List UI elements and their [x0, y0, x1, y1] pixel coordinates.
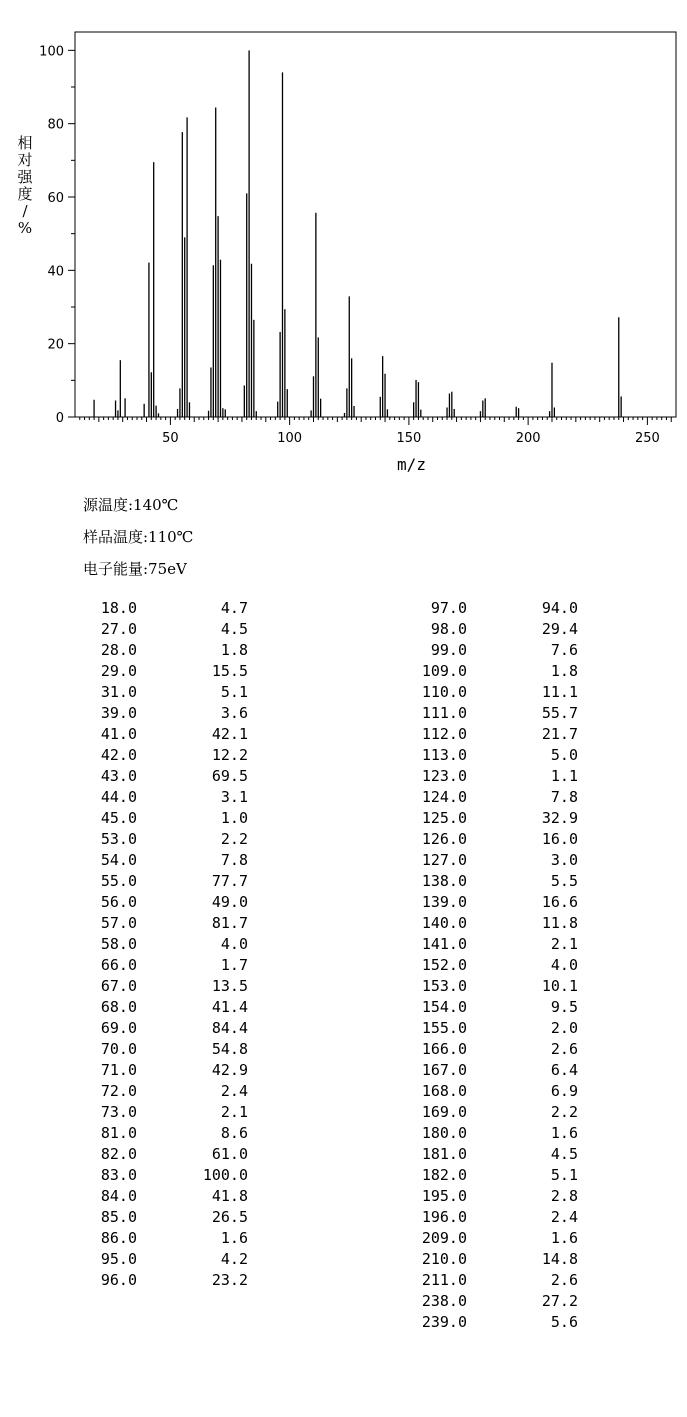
table-intensity-cell: 1.1: [550, 767, 578, 785]
table-mz-cell: 29.0: [100, 662, 137, 680]
table-mz-cell: 138.0: [421, 872, 467, 890]
table-mz-cell: 155.0: [421, 1019, 467, 1037]
table-intensity-cell: 2.1: [550, 935, 578, 953]
table-mz-cell: 28.0: [100, 641, 137, 659]
table-intensity-cell: 2.8: [550, 1187, 578, 1205]
table-mz-cell: 98.0: [430, 620, 467, 638]
table-intensity-cell: 9.5: [550, 998, 578, 1016]
table-intensity-cell: 12.2: [211, 746, 248, 764]
table-mz-cell: 127.0: [421, 851, 467, 869]
table-intensity-cell: 1.6: [220, 1229, 248, 1247]
table-intensity-cell: 55.7: [541, 704, 578, 722]
table-intensity-cell: 3.1: [220, 788, 248, 806]
table-mz-cell: 95.0: [100, 1250, 137, 1268]
source-temperature: 源温度:140℃: [83, 496, 179, 514]
table-mz-cell: 211.0: [421, 1271, 467, 1289]
table-mz-cell: 72.0: [100, 1082, 137, 1100]
table-mz-cell: 169.0: [421, 1103, 467, 1121]
table-mz-cell: 18.0: [100, 599, 137, 617]
table-intensity-cell: 26.5: [211, 1208, 248, 1226]
x-tick-label: 250: [634, 431, 660, 446]
table-intensity-cell: 4.7: [220, 599, 248, 617]
y-axis-label-char: %: [17, 219, 33, 237]
table-mz-cell: 111.0: [421, 704, 467, 722]
table-mz-cell: 41.0: [100, 725, 137, 743]
table-intensity-cell: 2.0: [550, 1019, 578, 1037]
table-mz-cell: 154.0: [421, 998, 467, 1016]
table-mz-cell: 44.0: [100, 788, 137, 806]
x-tick-label: 50: [162, 431, 179, 446]
table-intensity-cell: 6.9: [550, 1082, 578, 1100]
table-mz-cell: 152.0: [421, 956, 467, 974]
table-intensity-cell: 84.4: [211, 1019, 248, 1037]
table-intensity-cell: 42.9: [211, 1061, 248, 1079]
plot-frame: [75, 32, 676, 417]
x-tick-label: 150: [396, 431, 422, 446]
y-axis-label-char: 对: [17, 151, 33, 169]
table-intensity-cell: 54.8: [211, 1040, 248, 1058]
table-mz-cell: 27.0: [100, 620, 137, 638]
table-mz-cell: 124.0: [421, 788, 467, 806]
table-mz-cell: 67.0: [100, 977, 137, 995]
table-intensity-cell: 2.4: [220, 1082, 248, 1100]
table-intensity-cell: 3.0: [550, 851, 578, 869]
table-mz-cell: 39.0: [100, 704, 137, 722]
y-tick-label: 60: [47, 191, 64, 206]
table-intensity-cell: 7.6: [550, 641, 578, 659]
table-mz-cell: 71.0: [100, 1061, 137, 1079]
table-intensity-cell: 23.2: [211, 1271, 248, 1289]
table-intensity-cell: 1.8: [220, 641, 248, 659]
table-intensity-cell: 11.1: [541, 683, 578, 701]
table-intensity-cell: 11.8: [541, 914, 578, 932]
table-mz-cell: 85.0: [100, 1208, 137, 1226]
table-mz-cell: 196.0: [421, 1208, 467, 1226]
table-intensity-cell: 42.1: [211, 725, 248, 743]
table-intensity-cell: 15.5: [211, 662, 248, 680]
mass-spectrum-chart: [0, 0, 687, 480]
table-mz-cell: 166.0: [421, 1040, 467, 1058]
table-intensity-cell: 5.0: [550, 746, 578, 764]
table-mz-cell: 43.0: [100, 767, 137, 785]
table-intensity-cell: 2.6: [550, 1040, 578, 1058]
table-intensity-cell: 2.4: [550, 1208, 578, 1226]
table-mz-cell: 82.0: [100, 1145, 137, 1163]
table-intensity-cell: 3.6: [220, 704, 248, 722]
table-intensity-cell: 1.7: [220, 956, 248, 974]
table-intensity-cell: 16.6: [541, 893, 578, 911]
table-intensity-cell: 41.4: [211, 998, 248, 1016]
x-tick-label: 100: [277, 431, 303, 446]
table-intensity-cell: 61.0: [211, 1145, 248, 1163]
table-mz-cell: 110.0: [421, 683, 467, 701]
table-intensity-cell: 2.6: [550, 1271, 578, 1289]
table-intensity-cell: 21.7: [541, 725, 578, 743]
table-intensity-cell: 4.5: [220, 620, 248, 638]
table-intensity-cell: 10.1: [541, 977, 578, 995]
table-mz-cell: 140.0: [421, 914, 467, 932]
table-mz-cell: 55.0: [100, 872, 137, 890]
y-tick-label: 0: [55, 411, 64, 426]
table-mz-cell: 209.0: [421, 1229, 467, 1247]
table-intensity-cell: 4.2: [220, 1250, 248, 1268]
table-mz-cell: 238.0: [421, 1292, 467, 1310]
y-tick-label: 80: [47, 117, 64, 133]
table-mz-cell: 70.0: [100, 1040, 137, 1058]
table-mz-cell: 153.0: [421, 977, 467, 995]
table-intensity-cell: 13.5: [211, 977, 248, 995]
table-mz-cell: 68.0: [100, 998, 137, 1016]
table-intensity-cell: 2.1: [220, 1103, 248, 1121]
table-intensity-cell: 1.6: [550, 1229, 578, 1247]
y-axis-label-char: /: [22, 202, 28, 220]
table-mz-cell: 58.0: [100, 935, 137, 953]
table-mz-cell: 210.0: [421, 1250, 467, 1268]
table-mz-cell: 182.0: [421, 1166, 467, 1184]
table-mz-cell: 66.0: [100, 956, 137, 974]
table-mz-cell: 167.0: [421, 1061, 467, 1079]
y-axis-label-char: 强: [17, 168, 33, 186]
y-tick-label: 20: [47, 337, 64, 353]
table-mz-cell: 195.0: [421, 1187, 467, 1205]
table-intensity-cell: 69.5: [211, 767, 248, 785]
table-intensity-cell: 32.9: [541, 809, 578, 827]
table-mz-cell: 69.0: [100, 1019, 137, 1037]
table-intensity-cell: 16.0: [541, 830, 578, 848]
x-axis-label: m/z: [397, 455, 426, 474]
table-intensity-cell: 29.4: [541, 620, 578, 638]
table-intensity-cell: 8.6: [220, 1124, 248, 1142]
table-mz-cell: 113.0: [421, 746, 467, 764]
y-axis-label-char: 度: [17, 185, 33, 203]
table-intensity-cell: 49.0: [211, 893, 248, 911]
table-mz-cell: 31.0: [100, 683, 137, 701]
table-intensity-cell: 7.8: [220, 851, 248, 869]
table-mz-cell: 73.0: [100, 1103, 137, 1121]
table-intensity-cell: 27.2: [541, 1292, 578, 1310]
table-intensity-cell: 1.0: [220, 809, 248, 827]
table-intensity-cell: 4.5: [550, 1145, 578, 1163]
table-intensity-cell: 2.2: [550, 1103, 578, 1121]
table-mz-cell: 45.0: [100, 809, 137, 827]
table-mz-cell: 123.0: [421, 767, 467, 785]
table-mz-cell: 109.0: [421, 662, 467, 680]
table-intensity-cell: 2.2: [220, 830, 248, 848]
y-tick-label: 100: [39, 44, 64, 60]
table-mz-cell: 125.0: [421, 809, 467, 827]
table-intensity-cell: 5.6: [550, 1313, 578, 1331]
table-mz-cell: 96.0: [100, 1271, 137, 1289]
chart-svg: [0, 0, 687, 480]
table-intensity-cell: 100.0: [202, 1166, 248, 1184]
table-mz-cell: 53.0: [100, 830, 137, 848]
table-intensity-cell: 5.5: [550, 872, 578, 890]
table-intensity-cell: 7.8: [550, 788, 578, 806]
table-mz-cell: 141.0: [421, 935, 467, 953]
table-mz-cell: 42.0: [100, 746, 137, 764]
table-mz-cell: 83.0: [100, 1166, 137, 1184]
table-mz-cell: 84.0: [100, 1187, 137, 1205]
table-mz-cell: 181.0: [421, 1145, 467, 1163]
table-mz-cell: 239.0: [421, 1313, 467, 1331]
table-intensity-cell: 41.8: [211, 1187, 248, 1205]
table-intensity-cell: 5.1: [550, 1166, 578, 1184]
table-mz-cell: 56.0: [100, 893, 137, 911]
sample-temperature: 样品温度:110℃: [83, 528, 194, 546]
table-mz-cell: 97.0: [430, 599, 467, 617]
table-mz-cell: 126.0: [421, 830, 467, 848]
y-tick-label: 40: [47, 264, 64, 280]
table-intensity-cell: 4.0: [220, 935, 248, 953]
table-intensity-cell: 5.1: [220, 683, 248, 701]
table-mz-cell: 168.0: [421, 1082, 467, 1100]
table-intensity-cell: 94.0: [541, 599, 578, 617]
table-mz-cell: 99.0: [430, 641, 467, 659]
table-intensity-cell: 1.8: [550, 662, 578, 680]
table-mz-cell: 54.0: [100, 851, 137, 869]
electron-energy: 电子能量:75eV: [83, 560, 187, 578]
table-intensity-cell: 4.0: [550, 956, 578, 974]
y-axis-label-char: 相: [17, 134, 33, 152]
table-mz-cell: 139.0: [421, 893, 467, 911]
table-mz-cell: 180.0: [421, 1124, 467, 1142]
table-intensity-cell: 6.4: [550, 1061, 578, 1079]
table-intensity-cell: 1.6: [550, 1124, 578, 1142]
table-intensity-cell: 14.8: [541, 1250, 578, 1268]
table-mz-cell: 57.0: [100, 914, 137, 932]
table-intensity-cell: 77.7: [211, 872, 248, 890]
table-mz-cell: 81.0: [100, 1124, 137, 1142]
table-intensity-cell: 81.7: [211, 914, 248, 932]
table-mz-cell: 112.0: [421, 725, 467, 743]
x-tick-label: 200: [515, 431, 541, 446]
table-mz-cell: 86.0: [100, 1229, 137, 1247]
